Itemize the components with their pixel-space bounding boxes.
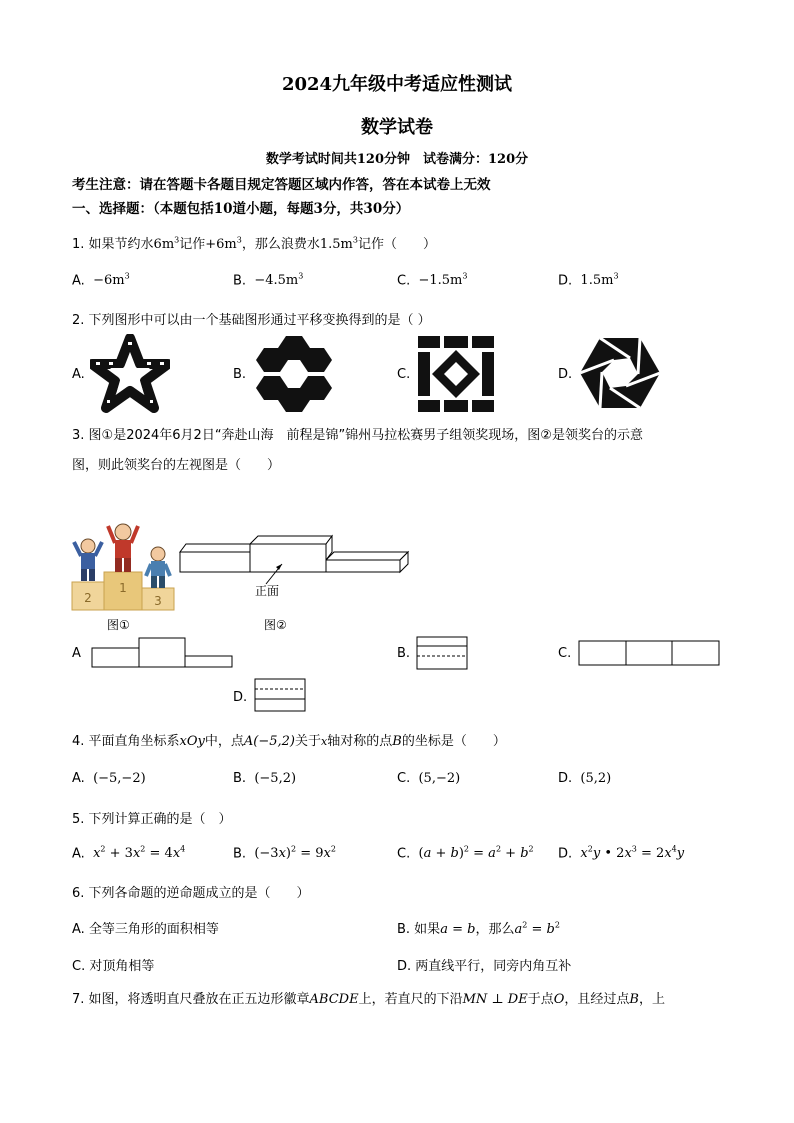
q5-option-c: C. $(a + b)^2 = a^2 + b^2$ — [397, 845, 534, 862]
question-1: 1. 如果节约水$6m^3$记作$+6m^3$，那么浪费水$1.5m^3$记作（ ） — [72, 235, 436, 252]
q6-option-c: C. 对顶角相等 — [72, 959, 155, 974]
q2-option-a-label: A. — [72, 367, 85, 382]
q2-star-film-figure — [90, 334, 170, 414]
q2-hexagon-ring-figure — [252, 334, 336, 414]
question-2: 2. 下列图形中可以由一个基础图形通过平移变换得到的是（ ） — [72, 313, 431, 328]
q1-option-d: D. $1.5m^3$ — [558, 272, 619, 289]
q3-option-d-figure — [254, 678, 306, 712]
q2-aperture-figure — [580, 336, 660, 410]
question-3-line2: 图，则此领奖台的左视图是（ ） — [72, 458, 281, 473]
podium-2-label: 2 — [84, 591, 92, 605]
question-3-line1: 3. 图①是2024年6月2日“奔赴山海 前程是锦”锦州马拉松赛男子组领奖现场，图②是领奖台的示意 — [72, 428, 643, 443]
front-label: 正面 — [255, 584, 280, 598]
question-6: 6. 下列各命题的逆命题成立的是（ ） — [72, 886, 310, 901]
q3-podium-schematic — [178, 532, 414, 596]
q3-option-d-label: D. — [233, 690, 248, 705]
podium-3-label: 3 — [154, 594, 162, 608]
q5-option-a: A. $x^2 + 3x^2 = 4x^4$ — [72, 845, 186, 862]
question-7: 7. 如图，将透明直尺叠放在正五边形徽章ABCDE上，若直尺的下沿MN ⊥ DE于点O，且经过点B，上 — [72, 992, 665, 1007]
q1-option-a: A. $-6m^3$ — [72, 272, 130, 289]
q5-option-d: D. $x^2y$ • $2x^3 = 2x^4y$ — [558, 845, 685, 862]
q3-option-a-figure — [91, 637, 233, 669]
q2-option-b-label: B. — [233, 367, 247, 382]
q6-option-d: D. 两直线平行，同旁内角互补 — [397, 959, 572, 974]
exam-notice: 考生注意：请在答题卡各题目规定答题区域内作答，答在本试卷上无效 — [72, 177, 491, 193]
podium-1-label: 1 — [119, 581, 127, 595]
question-4: 4. 平面直角坐标系xOy中，点A(−5,2)关于x轴对称的点B的坐标是（ ） — [72, 734, 506, 749]
q1-option-c: C. $-1.5m^3$ — [397, 272, 468, 289]
q4-option-b: B. (−5,2) — [233, 771, 297, 786]
exam-title: 2024九年级中考适应性测试 — [281, 74, 513, 95]
section-title: 一、选择题：（本题包括10道小题，每题3分，共30分） — [72, 201, 410, 217]
q6-option-a: A. 全等三角形的面积相等 — [72, 922, 219, 937]
figure-2-label: 图② — [264, 618, 287, 632]
q2-square-pattern-figure — [416, 334, 496, 414]
q3-podium-photo-illustration — [70, 520, 178, 612]
q4-option-d: D. (5,2) — [558, 771, 612, 786]
exam-subtitle: 数学试卷 — [361, 117, 433, 138]
q4-option-a: A. (−5,−2) — [72, 771, 146, 786]
q1-option-b: B. $-4.5m^3$ — [233, 272, 304, 289]
figure-1-label: 图① — [107, 618, 130, 632]
q3-option-a-label: A — [72, 646, 81, 661]
q3-option-b-label: B. — [397, 646, 411, 661]
q3-option-c-label: C. — [558, 646, 572, 661]
q2-option-d-label: D. — [558, 367, 573, 382]
q5-option-b: B. $(-3x)^2 = 9x^2$ — [233, 845, 336, 862]
q4-option-c: C. (5,−2) — [397, 771, 461, 786]
exam-info: 数学考试时间共120分钟 试卷满分：120分 — [265, 152, 529, 167]
q3-option-b-figure — [416, 636, 468, 670]
q3-option-c-figure — [578, 640, 720, 666]
q6-option-b: B. 如果a = b，那么$a^2 = b^2$ — [397, 920, 560, 937]
q2-option-c-label: C. — [397, 367, 411, 382]
question-5: 5. 下列计算正确的是（ ） — [72, 812, 232, 827]
